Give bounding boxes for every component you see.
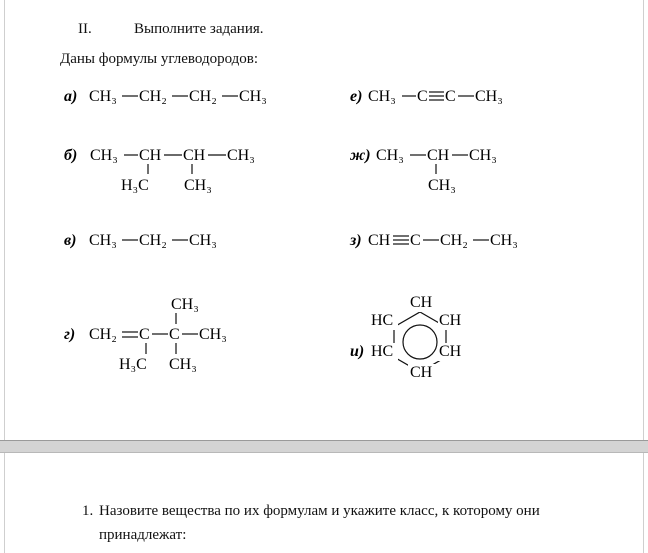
atom: CH₃: [239, 88, 267, 105]
formula-b-label: б): [64, 147, 78, 164]
atom: CH₃: [368, 88, 396, 105]
atom: CH₂: [89, 326, 117, 343]
atom: CH₃: [189, 232, 217, 249]
atom: CH₃: [376, 147, 404, 164]
formula-i-label: и): [350, 343, 365, 360]
formula-e: [350, 88, 503, 105]
atom: CH₃: [227, 147, 255, 164]
task-text-line2: принадлежат:: [99, 527, 187, 543]
section-title: Выполните задания.: [134, 21, 264, 37]
atom: C: [169, 326, 180, 343]
atom: CH₃: [199, 326, 227, 343]
atom: HC: [371, 312, 394, 329]
atom: CH₃: [171, 296, 199, 313]
atom: CH₃: [469, 147, 497, 164]
atom: CH: [427, 147, 450, 164]
atom: CH₃: [90, 147, 118, 164]
formula-g-label: г): [64, 326, 76, 343]
atom: CH₂: [440, 232, 468, 249]
atom: HC: [371, 343, 394, 360]
atom: C: [417, 88, 428, 105]
aromatic-circle: [403, 325, 437, 359]
atom: C: [139, 326, 150, 343]
atom: CH: [139, 147, 162, 164]
atom: CH: [183, 147, 206, 164]
atom: CH: [439, 312, 462, 329]
formula-v-label: в): [64, 232, 77, 249]
atom: CH: [439, 343, 462, 360]
atom: CH₂: [189, 88, 217, 105]
atom: CH₃: [490, 232, 518, 249]
formula-a-label: а): [64, 88, 78, 105]
atom: CH₂: [139, 232, 167, 249]
formula-zh-label: ж): [350, 147, 371, 164]
formula-z: [349, 232, 518, 249]
atom: H₃C: [121, 177, 149, 194]
atom: C: [445, 88, 456, 105]
section-number: II.: [78, 21, 92, 37]
formula-v: [64, 232, 217, 249]
atom: CH₃: [89, 88, 117, 105]
atom: CH: [368, 232, 391, 249]
page-break: [0, 440, 648, 453]
atom: CH₂: [139, 88, 167, 105]
atom: H₃C: [119, 356, 147, 373]
task-number: 1.: [82, 503, 94, 519]
formula-g: [64, 296, 227, 373]
formula-e-label: е): [350, 88, 363, 105]
formula-b: [64, 147, 255, 194]
intro-text: Даны формулы углеводородов:: [60, 51, 259, 67]
formula-i: [350, 294, 466, 382]
atom: C: [410, 232, 421, 249]
atom: CH₃: [428, 177, 456, 194]
atom: CH₃: [184, 177, 212, 194]
atom: CH₃: [475, 88, 503, 105]
formula-z-label: з): [350, 232, 362, 249]
atom: CH₃: [89, 232, 117, 249]
atom: CH₃: [169, 356, 197, 373]
atom: CH: [410, 364, 433, 381]
atom: CH: [410, 294, 433, 311]
formula-zh: [349, 147, 497, 194]
formula-a: [64, 88, 267, 105]
task-text-line1: Назовите вещества по их формулам и укажите класс, к которому они: [99, 503, 540, 519]
